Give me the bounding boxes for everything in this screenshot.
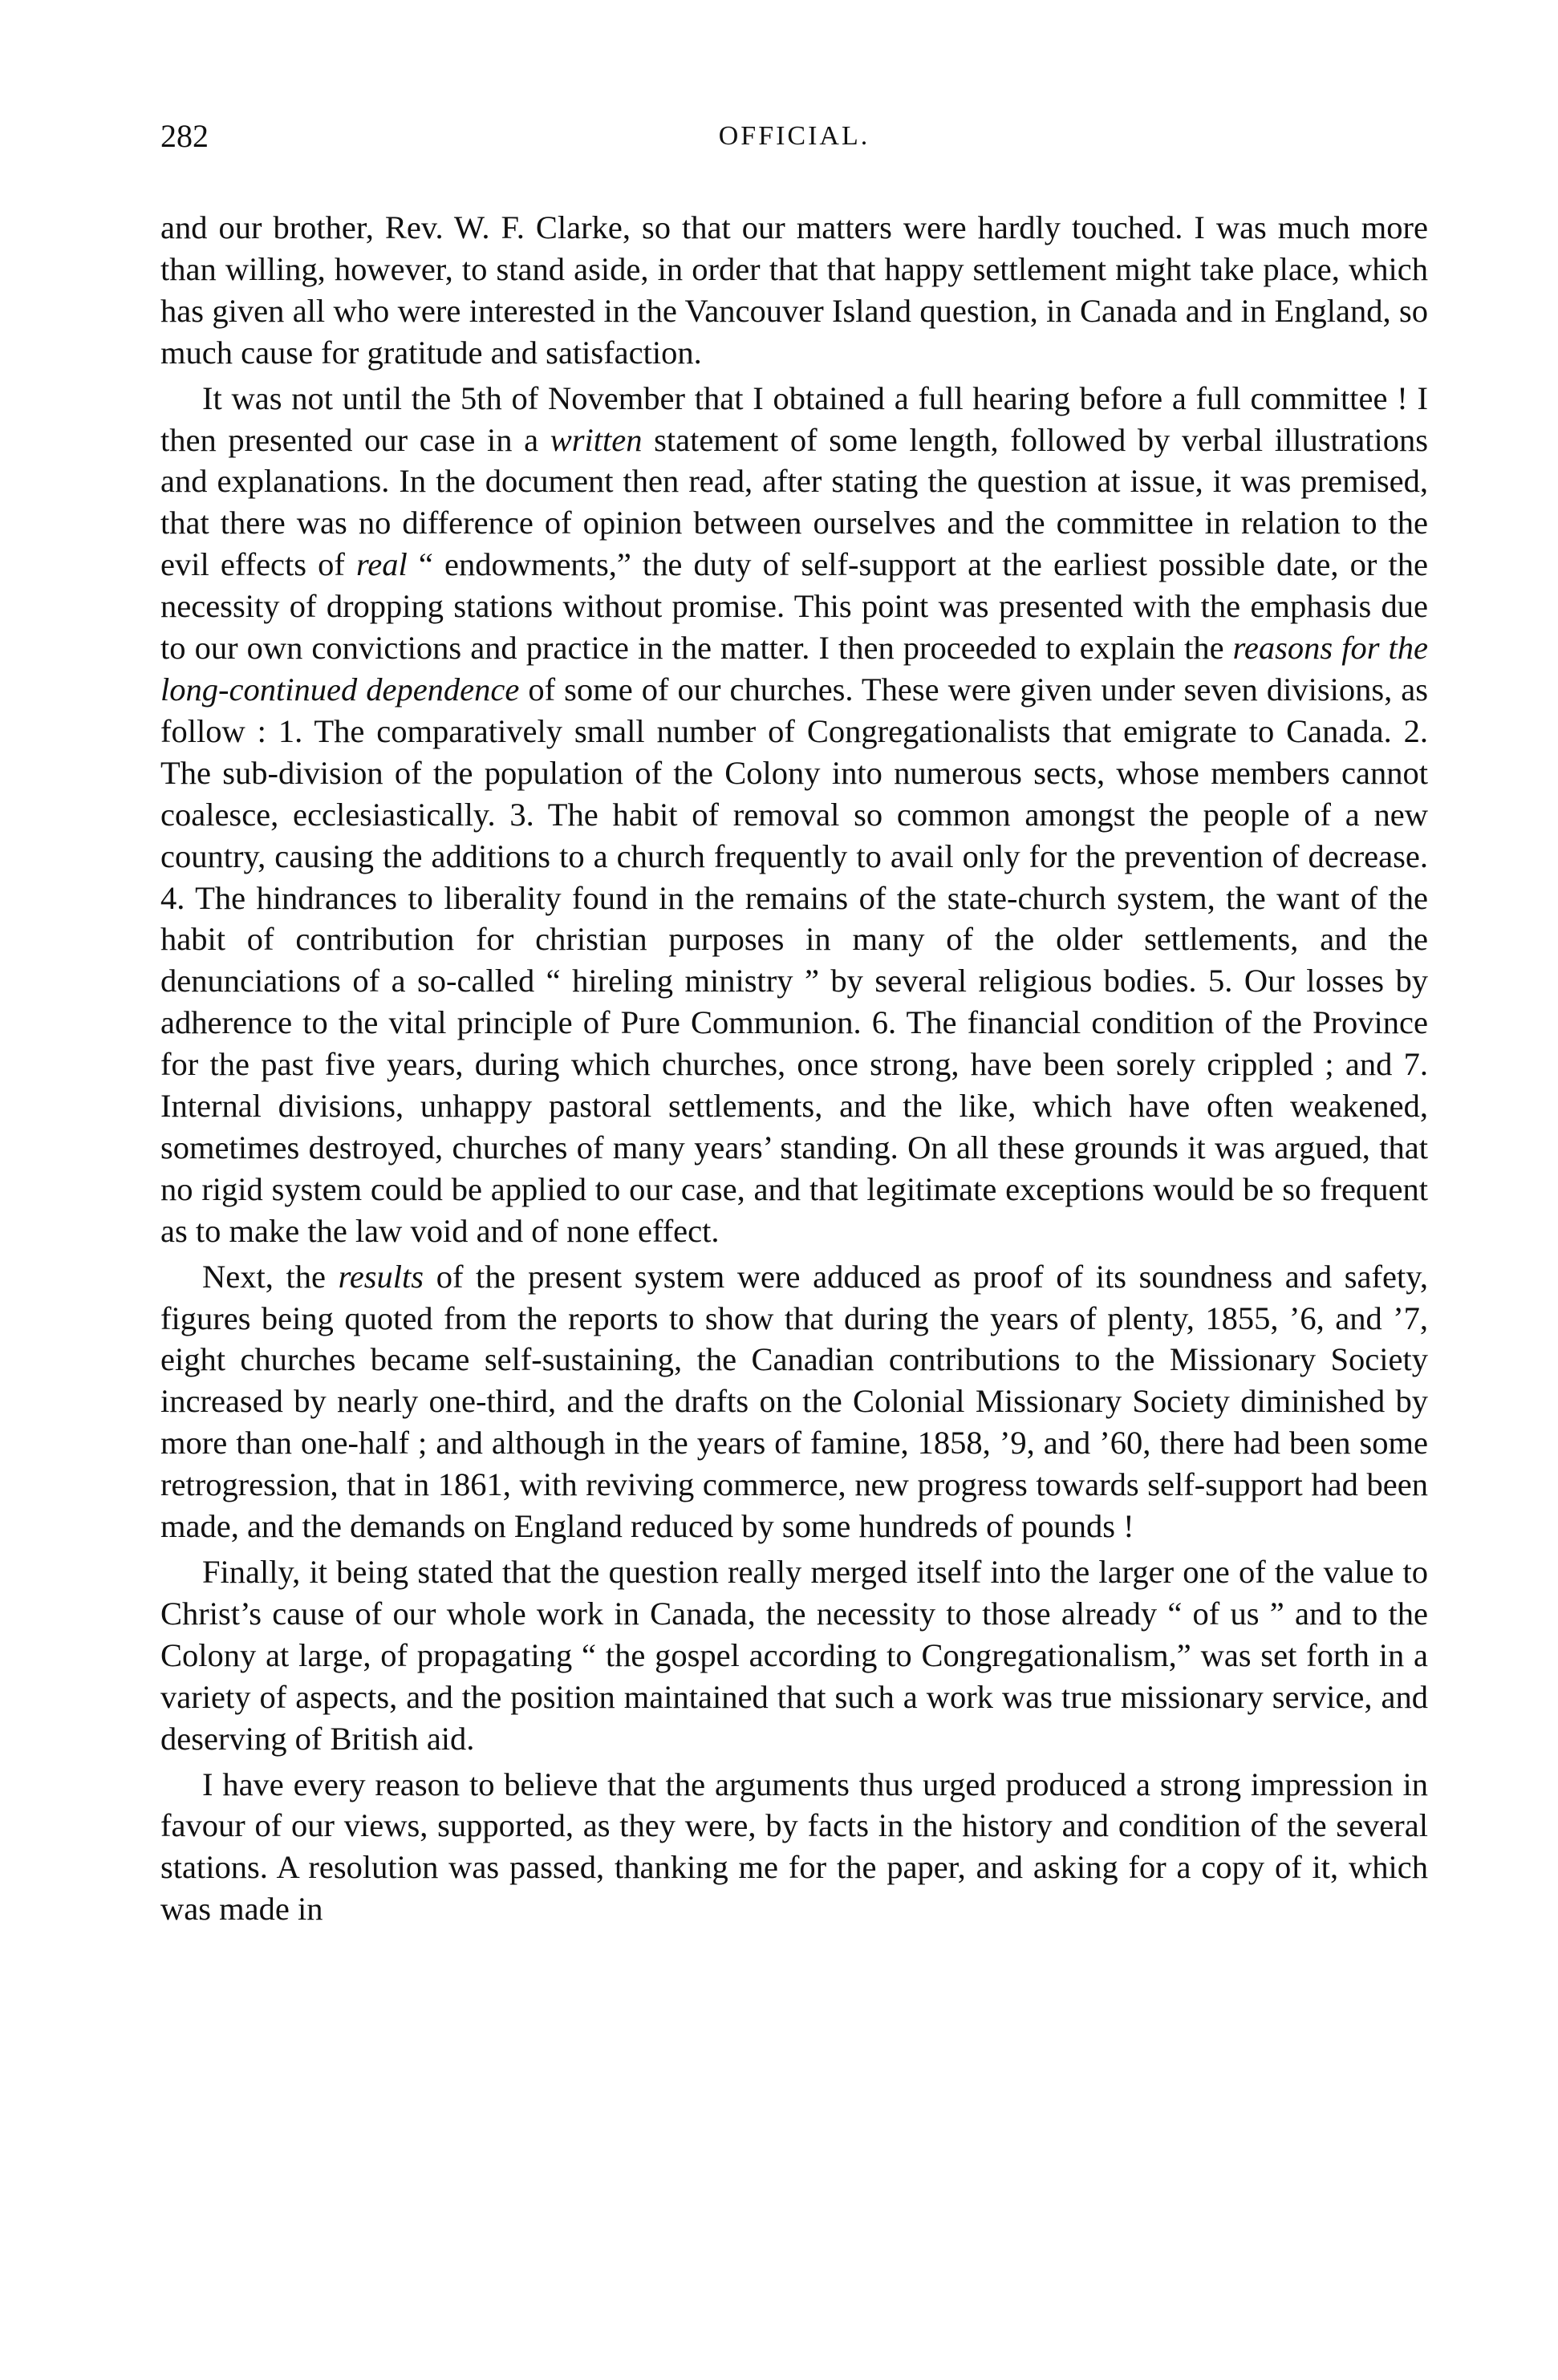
paragraph: [160, 1256, 1428, 1547]
paragraph: [160, 207, 1428, 374]
text-run: statement of some length, followed by verbal illustrations and explanations. In the document then read, after stating the question at issue, it was premised, that there was no difference of opinion between ourselves and the committee in relation to the evil effects of: [160, 421, 1428, 583]
paragraph: [160, 378, 1428, 1252]
italic-text: written: [550, 421, 643, 458]
italic-text: real: [356, 546, 408, 583]
paragraph: [160, 1551, 1428, 1760]
text-run: “ endowments,” the duty of self-support at the earliest possible date, or the necessity of dropping stations without promise. This point was presented with the emphasis due to our own convictions and practice in the matter. I then proceeded to explain the: [160, 546, 1428, 667]
running-title: OFFICIAL.: [718, 121, 870, 151]
text-run: and our brother, Rev. W. F. Clarke, so that our matters were hardly touched. I was much more than willing, however, to stand aside, in order that that happy settlement might take place, which has given all who were interested in the Vancouver Island question, in Canada and in England, so much cause for gratitude and satisfaction.: [160, 209, 1428, 371]
text-run: of the present system were adduced as proof of its soundness and safety, figures being quoted from the reports to show that during the years of plenty, 1855, ’6, and ’7, eight churches became self-sustaining, the Canadian contributions to the Missionary Society increased by nearly one-third, and the drafts on the Colonial Missionary Society diminished by more than one-half ; and although in the years of famine, 1858, ’9, and ’60, there had been some retrogression, that in 1861, with reviving commerce, new progress towards self-support had been made, and the demands on England reduced by some hundreds of pounds !: [160, 1258, 1428, 1545]
italic-text: results: [338, 1258, 424, 1295]
text-run: of some of our churches. These were given under seven divisions, as follow : 1. The comparatively small number of Congregationalists that emigrate to Canada. 2. The sub-division of the population of the Colony into numerous sects, whose members cannot coalesce, ecclesiastically. 3. The habit of removal so common amongst the people of a new country, causing the additions to a church frequently to avail only for the prevention of decrease. 4. The hindrances to liberality found in the remains of the state-church system, the want of the habit of contribution for christian purposes in many of the older settlements, and the denunciations of a so-called “ hireling ministry ” by several religious bodies. 5. Our losses by adherence to the vital principle of Pure Communion. 6. The financial condition of the Province for the past five years, during which churches, once strong, have been sorely crippled ; and 7. Internal divisions, unhappy pastoral settlements, and the like, which have often weakened, sometimes destroyed, churches of many years’ standing. On all these grounds it was argued, that no rigid system could be applied to our case, and that legitimate exceptions would be so frequent as to make the law void and of none effect.: [160, 671, 1429, 1249]
text-run: Next, the: [202, 1258, 339, 1295]
text-run: It was not until the 5th of November that I obtained a full hearing before a full committee ! I then presented our case in a: [160, 379, 1428, 458]
running-head: [160, 112, 1428, 160]
text-run: I have every reason to believe that the arguments thus urged produced a strong impression in favour of our views, supported, as they were, by facts in the history and condition of the several stations. A resolution was passed, thanking me for the paper, and asking for a copy of it, which was made in: [160, 1766, 1428, 1928]
body-text: [160, 207, 1428, 1930]
page-number: 282: [160, 118, 209, 154]
paragraph: [160, 1764, 1428, 1931]
text-run: Finally, it being stated that the question really merged itself into the larger one of the value to Christ’s cause of our whole work in Canada, the necessity to those already “ of us ” and to the Colony at large, of propagating “ the gospel according to Congregationalism,” was set forth in a variety of aspects, and the position maintained that such a work was true missionary service, and deserving of British aid.: [160, 1554, 1428, 1757]
italic-text: reasons for the long-continued dependence: [160, 630, 1428, 708]
